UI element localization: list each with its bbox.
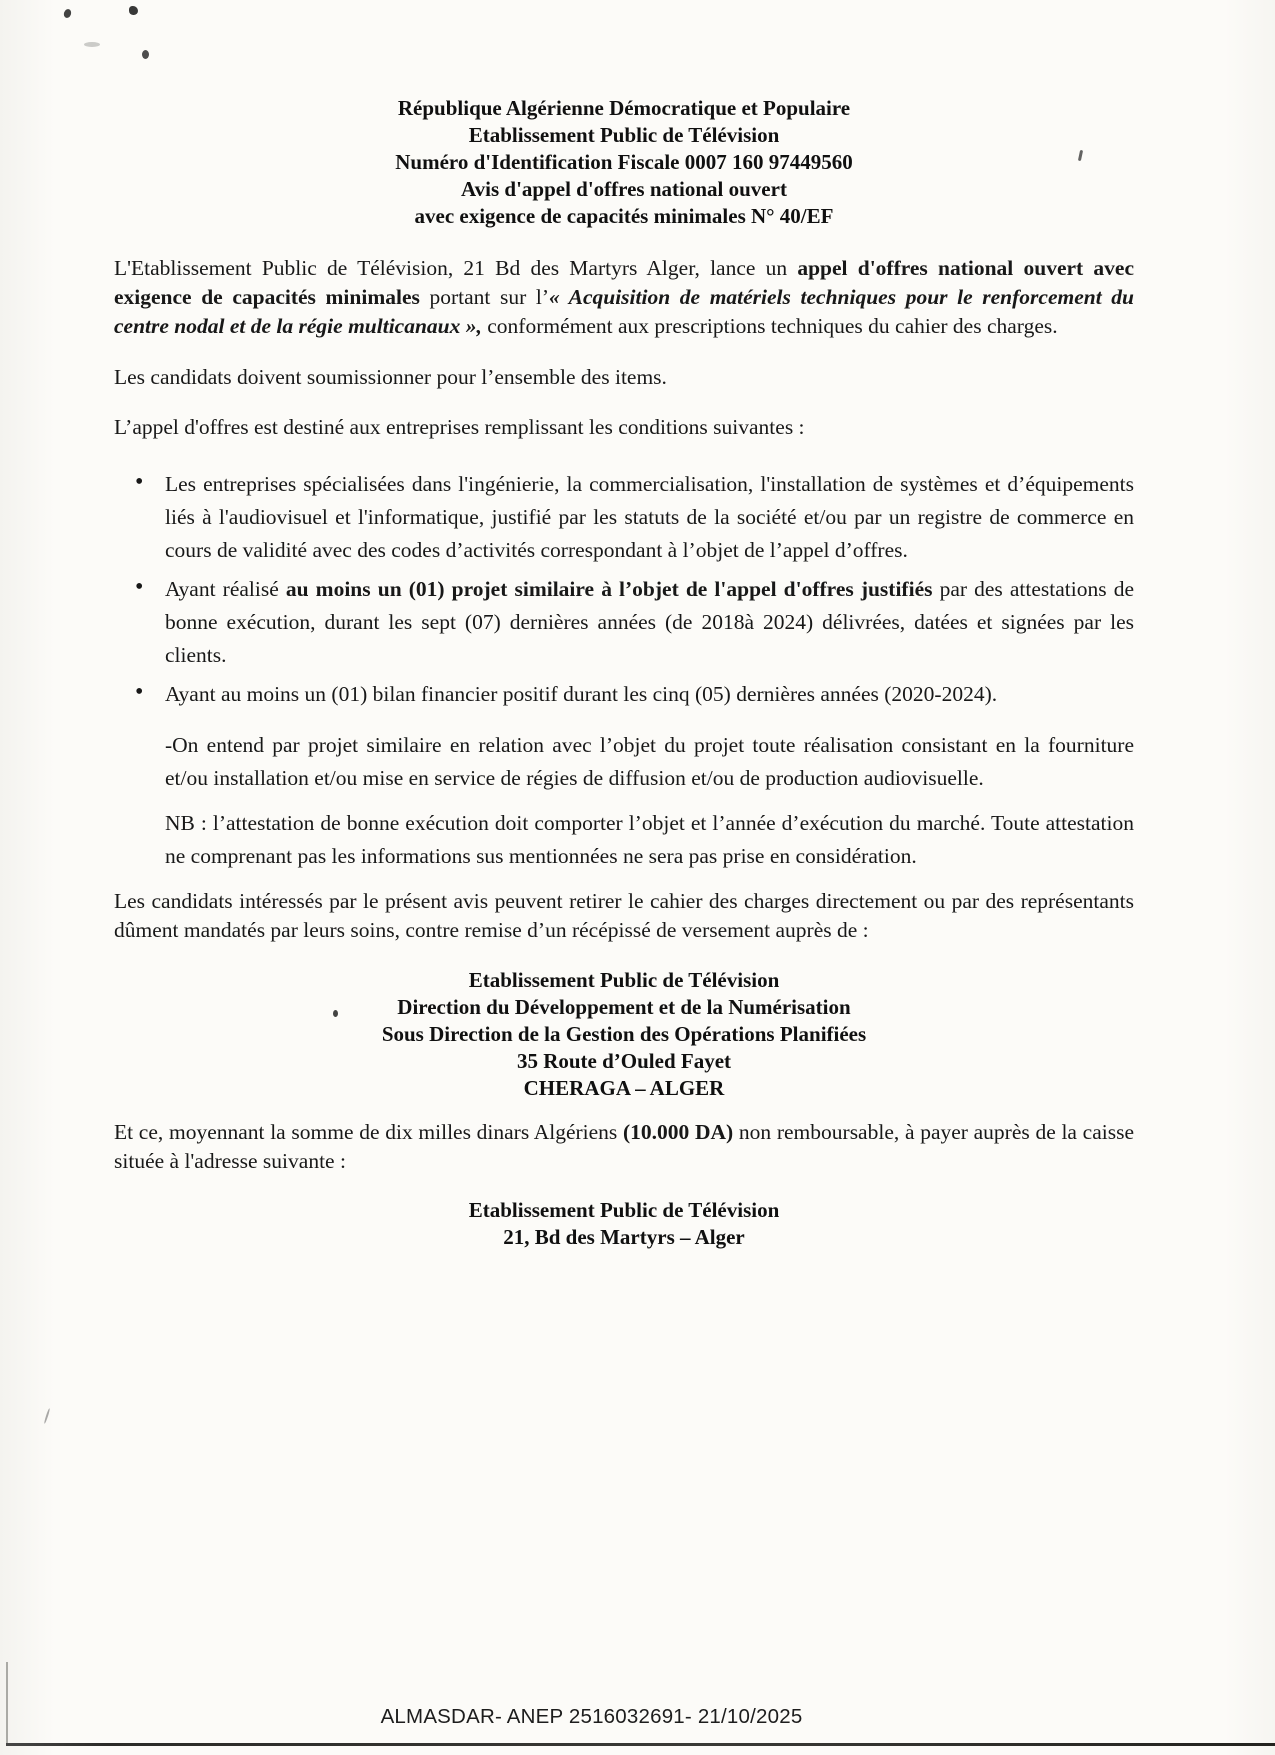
bullet-icon: • <box>135 574 144 600</box>
text-run: portant sur l’ <box>419 285 550 309</box>
scan-speck <box>63 8 73 19</box>
scan-speck <box>44 1408 51 1424</box>
text-run: appel d'offres national ouvert avec exigence de capacités minimales <box>114 256 1134 309</box>
text-run: Ayant réalisé <box>165 577 286 601</box>
text-run: « Acquisition de matériels techniques pour le renforcement du centre nodal et de la régie multicanaux », <box>114 285 1135 338</box>
address-line-street: 35 Route d’Ouled Fayet <box>516 1048 732 1073</box>
text-run: (10.000 DA) <box>623 1119 734 1144</box>
header-line-notice-2: avec exigence de capacités minimales N° 40/EF <box>414 204 834 228</box>
address-line-org: Etablissement Public de Télévision <box>468 967 780 992</box>
conditions-bullet-list <box>114 468 1134 711</box>
text-run: L'Etablissement Public de Télévision, 21 Bd des Martyrs Alger, lance un <box>114 256 798 280</box>
text-run: au moins un (01) projet similaire à l’objet de l'appel d'offres justifiés <box>285 577 933 601</box>
header-line-org: Etablissement Public de Télévision <box>468 123 780 147</box>
intro-paragraph <box>114 254 1134 341</box>
paragraph-retrait: Les candidats intéressés par le présent avis peuvent retirer le cahier des charges directement ou par des représentants dûment mandatés par leurs soins, contre remise d’un récépissé de versement auprès de : <box>114 889 1134 942</box>
bottom-rule <box>6 1743 1275 1746</box>
text-run: Et ce, moyennant la somme de dix milles dinars Algériens <box>114 1119 623 1144</box>
paragraph-conditions: L’appel d'offres est destiné aux entreprises remplissant les conditions suivantes : <box>114 415 805 439</box>
note-nb: NB : l’attestation de bonne exécution doit comporter l’objet et l’année d’exécution du marché. Toute attestation ne comprenant pas les informations sus mentionnées ne sera pas prise en considération. <box>165 811 1134 868</box>
footer-text: ALMASDAR- ANEP 2516032691- 21/10/2025 <box>380 1705 803 1728</box>
page-footer <box>0 1705 1183 1729</box>
address-line-city: CHERAGA – ALGER <box>523 1075 725 1100</box>
bullet-item-similar-project <box>114 573 1134 672</box>
bullet-text <box>165 682 997 706</box>
text-run: conformément aux prescriptions techniques du cahier des charges. <box>481 314 1058 338</box>
bullet-icon: • <box>135 679 144 705</box>
text-run: Ayant au moins un (01) bilan financier positif durant les cinq (05) dernières années (2020-2024). <box>165 682 998 706</box>
text-run: par des attestations de bonne exécution, durant les sept (07) dernières années (de 2018à 2024) délivrées, datées et signées par les clients. <box>165 577 1135 667</box>
header-line-republic: République Algérienne Démocratique et Populaire <box>397 96 851 120</box>
bullet-item-financial <box>114 678 1134 711</box>
address-line-org: Etablissement Public de Télévision <box>468 1198 780 1222</box>
document-body <box>114 0 1134 1251</box>
bullet-icon: • <box>135 469 144 495</box>
address-block-1 <box>114 967 1134 1102</box>
paragraph-items: Les candidats doivent soumissionner pour l’ensemble des items. <box>114 364 667 389</box>
scan-speck <box>84 42 100 47</box>
scan-edge-line <box>6 1662 8 1743</box>
address-line-sous-direction: Sous Direction de la Gestion des Opérations Planifiées <box>381 1021 867 1046</box>
page-header <box>114 0 1134 230</box>
text-run: non remboursable, à payer auprès de la caisse située à l'adresse suivante : <box>114 1119 1134 1173</box>
note-similar-project: -On entend par projet similaire en relation avec l’objet du projet toute réalisation consistant en la fourniture et/ou installation et/ou mise en service de régies de diffusion et/ou de production audiovisuelle. <box>165 733 1134 790</box>
bullet-text <box>165 577 1134 667</box>
paragraph-payment <box>114 1118 1134 1176</box>
bullet-item-enterprises <box>114 468 1134 567</box>
header-line-fiscal-id: Numéro d'Identification Fiscale 0007 160 97449560 <box>395 150 853 174</box>
address-block-2 <box>114 1197 1134 1251</box>
text-run: Les entreprises spécialisées dans l'ingénierie, la commercialisation, l'installation de systèmes et d’équipements liés à l'audiovisuel et l'informatique, justifié par les statuts de la société et/ou par un registre de commerce en cours de validité avec des codes d’activités correspondant à l’objet de l’appel d’offres. <box>165 472 1134 562</box>
address-line-street: 21, Bd des Martyrs – Alger <box>503 1225 745 1249</box>
bullet-text <box>165 472 1134 562</box>
header-line-notice: Avis d'appel d'offres national ouvert <box>461 177 787 201</box>
address-line-direction: Direction du Développement et de la Numérisation <box>397 994 851 1019</box>
